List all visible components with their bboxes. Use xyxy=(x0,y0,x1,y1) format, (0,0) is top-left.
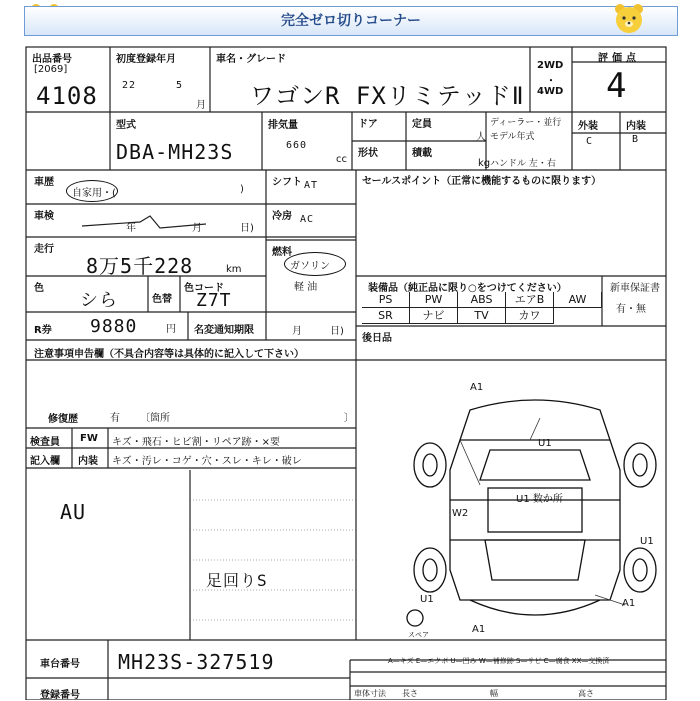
repair-place: 〔箇所 xyxy=(140,413,170,424)
dealer-label: ディーラー・並行 xyxy=(490,118,562,128)
diagram-mark-u1-roof: U1 数か所 xyxy=(516,494,563,505)
capacity-unit: 人 xyxy=(476,132,486,143)
equip-item: PS xyxy=(362,292,410,308)
diagram-legend: A—キズ E—エクボ U—凹み W—補修跡 S—サビ C—腐食 XX—交換済 xyxy=(388,657,610,665)
color-code-label: 色コード xyxy=(184,283,224,294)
mileage-unit: km xyxy=(226,264,242,275)
repair-close: 〕 xyxy=(344,413,354,424)
equip-item: TV xyxy=(458,308,506,324)
interior-label: 内装 xyxy=(626,121,646,132)
inspection-day: 日) xyxy=(240,223,254,234)
equip-item: エアB xyxy=(506,292,554,308)
model-year-label: モデル年式 xyxy=(490,132,535,142)
first-reg-label: 初度登録年月 xyxy=(116,54,176,65)
category-close: ) xyxy=(240,184,244,195)
type-value: DBA-MH23S xyxy=(116,140,234,164)
drive-2wd: 2WD xyxy=(537,60,564,71)
note-au: AU xyxy=(60,500,87,524)
shift-label: シフト xyxy=(272,177,302,188)
displacement-label: 排気量 xyxy=(268,120,298,131)
size-label: 車体寸法 xyxy=(354,689,386,698)
note-foot: 足回りS xyxy=(206,571,268,590)
shift-value: AT xyxy=(304,180,319,191)
diagram-mark-a1-front: A1 xyxy=(470,382,484,393)
width-label: 幅 xyxy=(490,689,498,698)
handle-label: ハンドル 左・右 xyxy=(490,159,556,169)
door-label: ドア xyxy=(358,119,378,130)
first-reg-month-unit: 月 xyxy=(196,100,206,111)
entry-label: 記入欄 xyxy=(30,456,60,467)
color-code-value: Z7T xyxy=(196,290,232,311)
height-label: 高さ xyxy=(578,689,594,698)
fw-label: FW xyxy=(80,433,98,444)
fuel-circle-mark xyxy=(284,252,346,276)
drive-4wd: 4WD xyxy=(537,86,564,97)
inspection-label: 車検 xyxy=(34,211,54,222)
chassis-label: 車台番号 xyxy=(40,659,80,670)
equip-label: 装備品（純正品に限り○をつけてください） xyxy=(368,283,567,294)
name-change-day: 日) xyxy=(330,326,344,337)
capacity-label: 定員 xyxy=(412,119,432,130)
new-car-options: 有・無 xyxy=(616,304,646,315)
new-car-label: 新車保証書 xyxy=(610,283,660,294)
name-change-month: 月 xyxy=(292,326,302,337)
exterior-label: 外装 xyxy=(578,121,598,132)
equip-item: AW xyxy=(554,292,602,308)
mileage-value: 8万5千228 xyxy=(86,254,194,278)
inspector-label: 検査員 xyxy=(30,437,60,448)
equip-item: SR xyxy=(362,308,410,324)
recycle-label: R券 xyxy=(34,325,52,336)
chassis-value: MH23S-327519 xyxy=(118,650,275,674)
color-change-label: 色替 xyxy=(152,294,172,305)
car-name-value: ワゴンR FXリミテッドⅡ xyxy=(250,82,525,110)
inspection-month: 月 xyxy=(192,223,202,234)
score-label: 評価点 xyxy=(598,53,640,64)
diagram-mark-u1-right: U1 xyxy=(640,536,654,547)
fw-items: キズ・飛石・ヒビ割・リペア跡・×要 xyxy=(112,437,280,448)
drive-dot: ・ xyxy=(546,76,556,87)
equip-item: ABS xyxy=(458,292,506,308)
inspector-interior-label: 内装 xyxy=(78,456,98,467)
diagram-mark-u1-hood: U1 xyxy=(538,438,552,449)
equip-item: PW xyxy=(410,292,458,308)
back-seat-label: 後日品 xyxy=(362,333,392,344)
fuel-label: 燃料 xyxy=(272,247,292,258)
equipment-grid xyxy=(362,292,602,324)
equip-item: カワ xyxy=(506,308,554,324)
length-label: 長さ xyxy=(402,689,418,698)
category-circle-mark xyxy=(66,180,118,202)
inspection-year: 年 xyxy=(126,223,136,234)
fuel-value: ガソリン xyxy=(290,261,330,272)
interior-items: キズ・汚レ・コゲ・穴・スレ・キレ・破レ xyxy=(112,456,302,467)
recycle-unit: 円 xyxy=(166,324,176,335)
recycle-value: 9880 xyxy=(90,316,138,337)
type-label: 型式 xyxy=(116,120,136,131)
category-label: 車歴 xyxy=(34,177,54,188)
first-reg-month: 5 xyxy=(176,80,184,91)
shape-label: 形状 xyxy=(358,148,378,159)
color-label: 色 xyxy=(34,283,44,294)
repair-label: 修復歴 xyxy=(48,414,78,425)
lot-number: 4108 xyxy=(36,82,98,110)
sales-point-label: セールスポイント（正常に機能するものに限ります） xyxy=(362,176,602,187)
diagram-mark-a1-rear: A1 xyxy=(472,624,486,635)
fuel-alt: 軽 油 xyxy=(294,282,318,293)
inspection-strike xyxy=(80,214,210,234)
displacement-value: 660 xyxy=(286,140,308,151)
ac-label: 冷房 xyxy=(272,211,292,222)
diagram-mark-w2: W2 xyxy=(452,508,469,519)
category-value: 自家用・( xyxy=(72,188,116,199)
diagram-mark-u1-rear-left: U1 xyxy=(420,594,434,605)
lot-code: [2069] xyxy=(34,64,68,75)
exterior-grade: C xyxy=(586,136,593,147)
banner-title: 完全ゼロ切りコーナー xyxy=(281,13,421,29)
score-value: 4 xyxy=(606,66,627,106)
load-unit: kg xyxy=(478,158,491,169)
notes-title: 注意事項申告欄（不具合内容等は具体的に記入して下さい） xyxy=(34,349,304,360)
diagram-mark-a1-rear-right: A1 xyxy=(622,598,636,609)
repair-value: 有 xyxy=(110,413,120,424)
mileage-label: 走行 xyxy=(34,244,54,255)
interior-grade: B xyxy=(632,134,639,145)
car-name-label: 車名・グレード xyxy=(216,54,286,65)
first-reg-year: 22 xyxy=(122,80,137,91)
diagram-spare-label: スペア xyxy=(408,631,429,639)
equip-item: ナビ xyxy=(410,308,458,324)
name-change-label: 名変通知期限 xyxy=(194,325,254,336)
ac-value: AC xyxy=(300,214,315,225)
load-label: 積載 xyxy=(412,148,432,159)
reg-label: 登録番号 xyxy=(40,690,80,701)
displacement-unit: cc xyxy=(336,154,347,165)
color-value: シら xyxy=(80,290,118,311)
lot-label: 出品番号 xyxy=(32,54,72,65)
